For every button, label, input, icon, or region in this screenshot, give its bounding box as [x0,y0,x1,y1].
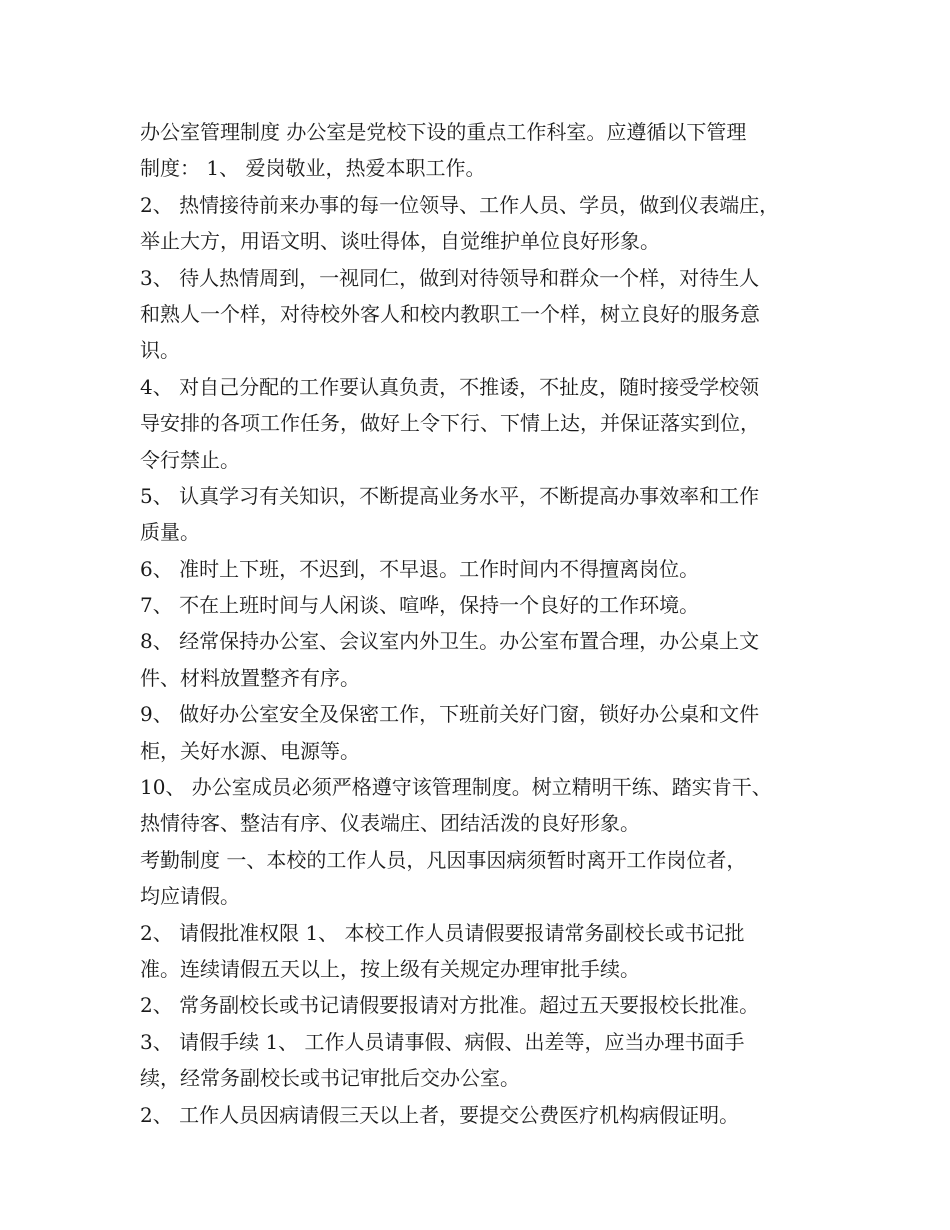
text-line: 7、 不在上班时间与人闲谈、喧哗，保持一个良好的工作环境。 [140,593,700,618]
text-line: 3、 待人热情周到，一视同仁，做到对待领导和群众一个样，对待生人 [140,265,760,290]
text-line: 2、 工作人员因病请假三天以上者，要提交公费医疗机构病假证明。 [140,1102,740,1127]
text-line: 热情待客、整洁有序、仪表端庄、团结活泼的良好形象。 [140,811,640,836]
text-line: 10、 办公室成员必须严格遵守该管理制度。树立精明干练、踏实肯干、 [140,775,772,800]
text-line: 件、材料放置整齐有序。 [140,665,360,690]
text-line: 柜，关好水源、电源等。 [140,738,360,763]
text-line: 识。 [140,338,180,363]
text-line: 令行禁止。 [140,447,240,472]
text-line: 2、 请假批准权限 1、 本校工作人员请假要报请常务副校长或书记批 [140,920,745,945]
text-line: 3、 请假手续 1、 工作人员请事假、病假、出差等，应当办理书面手 [140,1029,745,1054]
text-line: 5、 认真学习有关知识，不断提高业务水平，不断提高办事效率和工作 [140,483,760,508]
text-line: 制度： 1、 爱岗敬业，热爱本职工作。 [140,156,486,181]
text-line: 9、 做好办公室安全及保密工作，下班前关好门窗，锁好办公桌和文件 [140,702,760,727]
text-line: 举止大方，用语文明、谈吐得体，自觉维护单位良好形象。 [140,229,660,254]
text-line: 考勤制度 一、本校的工作人员，凡因事因病须暂时离开工作岗位者， [140,847,747,872]
text-line: 均应请假。 [140,884,240,909]
text-line: 质量。 [140,520,200,545]
text-line: 4、 对自己分配的工作要认真负责，不推诿，不扯皮，随时接受学校领 [140,374,760,399]
text-line: 导安排的各项工作任务，做好上令下行、下情上达，并保证落实到位， [140,411,760,436]
text-line: 续，经常务副校长或书记审批后交办公室。 [140,1066,520,1091]
text-line: 6、 准时上下班，不迟到，不早退。工作时间内不得擅离岗位。 [140,556,700,581]
text-line: 和熟人一个样，对待校外客人和校内教职工一个样，树立良好的服务意 [140,301,760,326]
text-line: 2、 常务副校长或书记请假要报请对方批准。超过五天要报校长批准。 [140,993,760,1018]
text-line: 准。连续请假五天以上，按上级有关规定办理审批手续。 [140,956,640,981]
text-line: 2、 热情接待前来办事的每一位领导、工作人员、学员，做到仪表端庄， [140,192,780,217]
document-body [140,114,820,1133]
text-line: 8、 经常保持办公室、会议室内外卫生。办公室布置合理，办公桌上文 [140,629,760,654]
text-line: 办公室管理制度 办公室是党校下设的重点工作科室。应遵循以下管理 [140,120,747,144]
